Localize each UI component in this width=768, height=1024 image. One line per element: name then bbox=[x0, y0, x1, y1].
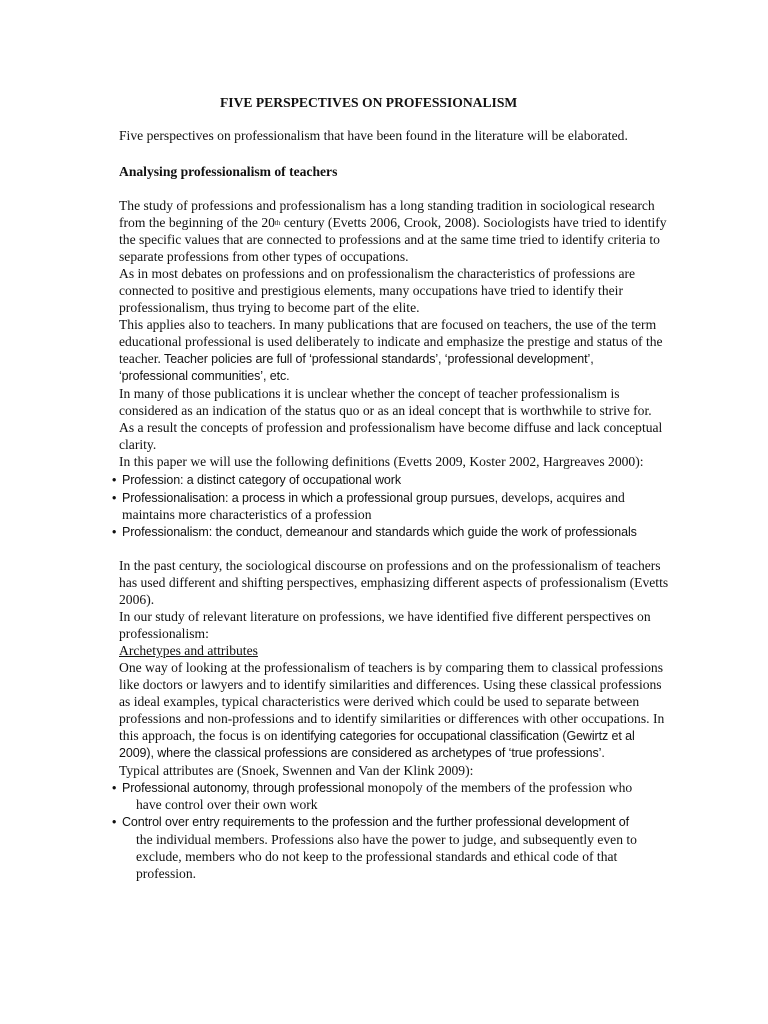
bullet-icon: • bbox=[112, 525, 117, 539]
paragraph-line: The study of professions and professionalism has a long standing tradition in sociological research bbox=[119, 198, 655, 213]
paragraph-line: professionalism: bbox=[119, 626, 209, 641]
list-item: • Control over entry requirements to the profession and the further professional development of bbox=[112, 815, 629, 829]
paragraph-line: separate professions from other types of occupations. bbox=[119, 249, 409, 264]
list-item: • Professional autonomy, through professional monopoly of the members of the profession who bbox=[112, 780, 633, 795]
list-item-continuation: maintains more characteristics of a profession bbox=[122, 507, 372, 522]
paragraph-line: from the beginning of the 20th century (Evetts 2006, Crook, 2008). Sociologists have tried to identify bbox=[119, 215, 667, 230]
subsection-heading: Archetypes and attributes bbox=[119, 643, 258, 658]
paragraph-line: As a result the concepts of profession and professionalism have become diffuse and lack conceptual bbox=[119, 420, 663, 435]
paragraph-line: the specific values that are connected to professions and at the same time tried to identify criteria to bbox=[119, 232, 660, 247]
intro-text: Five perspectives on professionalism that have been found in the literature will be elaborated. bbox=[119, 128, 628, 143]
list-item: • Professionalisation: a process in which a professional group pursues, develops, acquires and bbox=[112, 490, 625, 505]
paragraph-line: 2009), where the classical professions are considered as archetypes of ‘true professions’. bbox=[119, 746, 605, 760]
paragraph-line: connected to positive and prestigious elements, many occupations have tried to identify their bbox=[119, 283, 623, 298]
paragraph-line: In many of those publications it is unclear whether the concept of teacher professionalism is bbox=[119, 386, 620, 401]
paragraph-line: In our study of relevant literature on professions, we have identified five different perspectives on bbox=[119, 609, 651, 624]
bullet-icon: • bbox=[112, 781, 117, 795]
paragraph-line: professions and non-professions and to identify similarities or differences with other occupations. In bbox=[119, 711, 665, 726]
paragraph-line: considered as an indication of the status quo or as an ideal concept that is worthwhile to strive for. bbox=[119, 403, 652, 418]
paragraph-line: as ideal examples, typical characteristics were derived which could be used to separate between bbox=[119, 694, 640, 709]
paragraph-line: In this paper we will use the following definitions (Evetts 2009, Koster 2002, Hargreaves 2000): bbox=[119, 454, 644, 469]
list-item-continuation: have control over their own work bbox=[136, 797, 318, 812]
paragraph-line: clarity. bbox=[119, 437, 157, 452]
list-item-continuation: the individual members. Professions also have the power to judge, and subsequently even to bbox=[136, 832, 637, 847]
list-item: • Professionalism: the conduct, demeanour and standards which guide the work of professionals bbox=[112, 525, 637, 539]
paragraph-line: 2006). bbox=[119, 592, 155, 607]
bullet-icon: • bbox=[112, 473, 117, 487]
paragraph-line: has used different and shifting perspectives, emphasizing different aspects of professionalism (Evetts bbox=[119, 575, 669, 590]
paragraph-line: In the past century, the sociological discourse on professions and on the professionalism of teachers bbox=[119, 558, 661, 573]
superscript: th bbox=[274, 219, 281, 227]
list-item: • Profession: a distinct category of occupational work bbox=[112, 473, 401, 487]
paragraph-line: educational professional is used deliberately to indicate and emphasize the prestige and status of the bbox=[119, 334, 663, 349]
section-heading: Analysing professionalism of teachers bbox=[119, 164, 338, 179]
paragraph-line: this approach, the focus is on identifying categories for occupational classification (Gewirtz et al bbox=[119, 728, 635, 743]
bullet-icon: • bbox=[112, 815, 117, 829]
document-title: FIVE PERSPECTIVES ON PROFESSIONALISM bbox=[220, 95, 518, 110]
paragraph-line: professionalism, thus trying to become part of the elite. bbox=[119, 300, 420, 315]
paragraph-line: This applies also to teachers. In many publications that are focused on teachers, the use of the term bbox=[119, 317, 657, 332]
paragraph-line: One way of looking at the professionalism of teachers is by comparing them to classical professions bbox=[119, 660, 663, 675]
paragraph-line: like doctors or lawyers and to identify similarities and differences. Using these classical professions bbox=[119, 677, 662, 692]
paragraph-line: As in most debates on professions and on professionalism the characteristics of professions are bbox=[119, 266, 636, 281]
paragraph-line: ‘professional communities’, etc. bbox=[119, 369, 290, 383]
paragraph-line: Typical attributes are (Snoek, Swennen and Van der Klink 2009): bbox=[119, 763, 474, 778]
paragraph-line: teacher. Teacher policies are full of ‘professional standards’, ‘professional development’, bbox=[119, 351, 594, 366]
list-item-continuation: profession. bbox=[136, 866, 197, 881]
list-item-continuation: exclude, members who do not keep to the professional standards and ethical code of that bbox=[136, 849, 618, 864]
bullet-icon: • bbox=[112, 491, 117, 505]
